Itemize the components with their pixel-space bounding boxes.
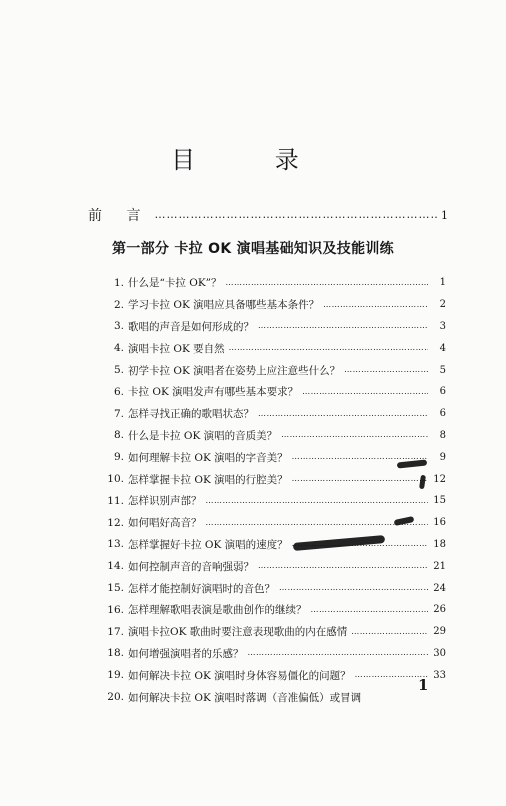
entry-page: 30: [433, 647, 446, 659]
entry-number: 18.: [107, 647, 124, 660]
entry-page: 26: [433, 604, 446, 616]
entry-page: 29: [433, 626, 446, 638]
entry-page: 5: [439, 364, 446, 376]
leader-dots: [258, 321, 428, 331]
preface-label: 前 言: [88, 208, 151, 224]
entry-title: 怎样识别声部？: [128, 495, 202, 508]
entry-number: 12.: [107, 516, 124, 529]
leader-dots: [206, 496, 429, 506]
entry-page: 12: [433, 473, 446, 485]
toc-entry[interactable]: [104, 686, 446, 708]
entry-number: 16.: [107, 603, 124, 616]
toc-entry[interactable]: [104, 294, 446, 316]
entry-title: 如何唱好高音？: [128, 517, 202, 530]
entry-title: 卡拉 OK 演唱发声有哪些基本要求？: [128, 386, 299, 399]
entry-page: 24: [433, 582, 446, 594]
entry-page: 2: [439, 299, 446, 311]
entry-number: 7.: [113, 407, 124, 420]
entry-number: 3.: [113, 320, 124, 333]
toc-entry[interactable]: [104, 577, 446, 599]
entry-title: 演唱卡拉OK 歌曲时要注意表现歌曲的内在感情: [128, 626, 348, 639]
entry-number: 1.: [113, 276, 124, 289]
entry-page: 4: [439, 342, 446, 354]
entry-number: 5.: [113, 364, 124, 377]
entry-number: 14.: [107, 560, 124, 573]
entry-title: 初学卡拉 OK 演唱者在姿势上应注意些什么？: [128, 364, 341, 377]
entry-page: 8: [439, 429, 446, 441]
entry-page: 9: [439, 451, 446, 463]
entry-page: 33: [433, 669, 446, 681]
toc-entry[interactable]: [104, 359, 446, 381]
toc-entry[interactable]: [104, 446, 446, 468]
entry-number: 4.: [113, 342, 124, 355]
entry-title: 怎样掌握卡拉 OK 演唱的行腔美？: [128, 473, 288, 486]
toc-entry[interactable]: [104, 272, 446, 294]
entry-page: 6: [439, 408, 446, 420]
entry-title: 歌唱的声音是如何形成的？: [128, 320, 254, 333]
entry-title: 什么是“卡拉 OK”？: [128, 277, 222, 290]
page-title: 目 录: [171, 146, 335, 174]
entry-title: 怎样掌握好卡拉 OK 演唱的速度？: [128, 538, 288, 551]
entry-title: 怎样才能控制好演唱时的音色？: [128, 582, 275, 595]
entry-number: 9.: [113, 451, 124, 464]
leader-dots: [229, 343, 428, 353]
entry-title: 如何理解卡拉 OK 演唱的字音美？: [128, 451, 288, 464]
entry-page: 16: [433, 517, 446, 529]
leader-dots: [258, 409, 428, 419]
entry-page: 3: [439, 320, 446, 332]
entry-title: 如何解决卡拉 OK 演唱时身体容易僵化的问题？: [128, 669, 351, 682]
entry-number: 2.: [113, 298, 124, 311]
leader-dots: [355, 670, 428, 680]
toc-entry[interactable]: [104, 425, 446, 447]
entry-number: 8.: [113, 429, 124, 442]
entry-page: 15: [433, 495, 446, 507]
toc-list: [104, 272, 446, 708]
toc-entry[interactable]: [104, 555, 446, 577]
entry-number: 20.: [107, 691, 124, 704]
leader-dots: [323, 300, 428, 310]
entry-number: 11.: [107, 494, 124, 507]
leader-dots: [258, 561, 428, 571]
entry-page: 1: [439, 277, 446, 289]
entry-number: 13.: [107, 538, 124, 551]
entry-title: 演唱卡拉 OK 要自然: [128, 342, 225, 355]
toc-entry[interactable]: [104, 643, 446, 665]
leader-dots: [344, 365, 428, 375]
entry-title: 如何增强演唱者的乐感？: [128, 647, 244, 660]
toc-entry[interactable]: [104, 381, 446, 403]
leader-dots: [281, 430, 428, 440]
toc-entry[interactable]: [104, 534, 446, 556]
entry-title: 如何控制声音的音响强弱？: [128, 560, 254, 573]
preface-entry[interactable]: [88, 206, 448, 224]
part-heading: 第一部分 卡拉 OK 演唱基础知识及技能训练: [112, 241, 394, 257]
entry-title: 如何解决卡拉 OK 演唱时落调（音准偏低）或冒调: [128, 691, 362, 704]
entry-title: 什么是卡拉 OK 演唱的音质美？: [128, 429, 278, 442]
entry-page: 6: [439, 386, 446, 398]
leader-dots: [248, 648, 429, 658]
toc-entry[interactable]: [104, 337, 446, 359]
entry-page: 21: [433, 560, 446, 572]
entry-number: 19.: [107, 669, 124, 682]
toc-entry[interactable]: [104, 664, 446, 686]
leader-dots: [292, 474, 428, 484]
leader-dots: [154, 210, 437, 220]
leader-dots: [351, 627, 428, 637]
entry-page: 18: [433, 538, 446, 550]
toc-entry[interactable]: [104, 490, 446, 512]
leader-dots: [226, 278, 428, 288]
toc-entry[interactable]: [104, 468, 446, 490]
entry-title: 怎样理解歌唱表演是歌曲创作的继续？: [128, 604, 307, 617]
preface-page: 1: [441, 208, 448, 222]
toc-entry[interactable]: [104, 621, 446, 643]
entry-title: 怎样寻找正确的歌唱状态？: [128, 408, 254, 421]
toc-entry[interactable]: [104, 316, 446, 338]
entry-number: 15.: [107, 582, 124, 595]
entry-number: 17.: [107, 625, 124, 638]
leader-dots: [279, 583, 428, 593]
entry-number: 6.: [113, 385, 124, 398]
toc-entry[interactable]: [104, 599, 446, 621]
leader-dots: [302, 387, 428, 397]
page-number: 1: [418, 676, 429, 694]
leader-dots: [311, 605, 429, 615]
entry-title: 学习卡拉 OK 演唱应具备哪些基本条件？: [128, 299, 320, 312]
entry-number: 10.: [107, 473, 124, 486]
toc-entry[interactable]: [104, 403, 446, 425]
